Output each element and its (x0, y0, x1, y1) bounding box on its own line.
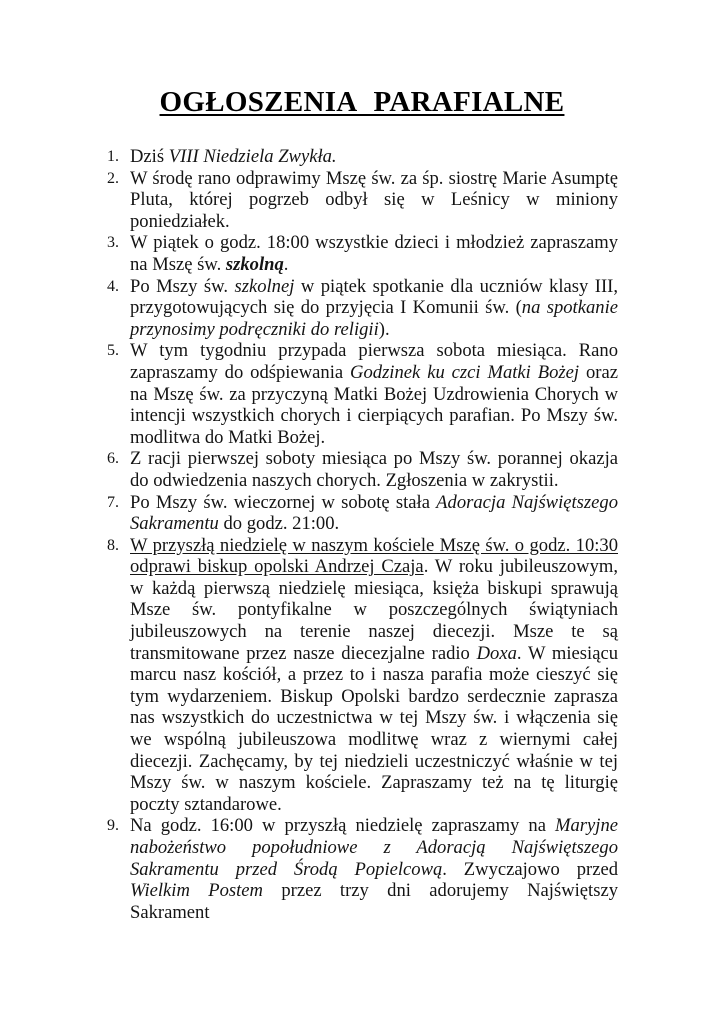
announcement-item (107, 276, 618, 341)
announcement-item (107, 448, 618, 491)
page-title: OGŁOSZENIA PARAFIALNE (159, 86, 565, 118)
text-segment: Po Mszy św. (130, 275, 235, 297)
announcement-item (107, 168, 618, 233)
item-text (130, 146, 337, 167)
announcement-item (107, 232, 618, 275)
item-text (130, 492, 618, 535)
item-number: 5. (107, 342, 119, 360)
text-segment: Na godz. 16:00 w przyszłą niedzielę zapraszamy na (130, 815, 555, 837)
text-segment: szkolną (225, 253, 284, 275)
text-segment: oraz na Mszę św. za przyczyną Matki Bożej Uzdrowienia Chorych w intencji wszystkich chorych i cierpiących parafian. Po Mszy św. modlitwa do Matki Bożej. (130, 361, 618, 448)
text-segment: Doxa (476, 642, 517, 664)
item-number: 3. (107, 234, 119, 252)
item-text (130, 276, 618, 340)
item-text (130, 815, 618, 922)
text-segment: . W miesiącu marcu nasz kościół, a przez to i nasza parafia może cieszyć się tym wydarzeniem. Biskup Opolski bardzo serdecznie zaprasza nas wszystkich do uczestnictwa w tej Mszy św. i włączenia się we wspólną jubileuszowa modlitwę wraz z wiernymi całej diecezji. Zachęcamy, by tej niedzieli uczestniczyć właśnie w tej Mszy św. w naszym kościele. Zapraszamy też na tę liturgię poczty sztandarowe. (130, 642, 618, 815)
text-segment: W tym tygodniu przypada pierwsza sobota miesiąca. Rano zapraszamy do odśpiewania (130, 340, 618, 383)
item-number: 8. (107, 536, 119, 554)
item-number: 4. (107, 277, 119, 295)
text-segment: W środę rano odprawimy Mszę św. za śp. siostrę Marie Asumptę Pluta, której pogrzeb odbył się w Leśnicy w miniony poniedziałek. (130, 167, 618, 232)
text-segment: do godz. 21:00. (218, 513, 340, 535)
text-segment: . Zwyczajowo przed (442, 858, 618, 880)
text-segment: Godzinek ku czci Matki Bożej (350, 361, 580, 383)
item-number: 7. (107, 493, 119, 511)
item-text (130, 168, 618, 232)
text-segment: W piątek o godz. 18:00 wszystkie dzieci i młodzież zapraszamy na Mszę św. (130, 232, 618, 275)
text-segment: na spotkanie przynosimy podręczniki do religii (130, 297, 618, 340)
text-segment: Maryjne nabożeństwo popołudniowe z Adoracją Najświętszego Sakramentu przed Środą Popielcową (130, 815, 618, 880)
item-number: 6. (107, 450, 119, 468)
item-number: 1. (107, 148, 119, 165)
item-text (130, 232, 618, 275)
text-segment: VIII Niedziela Zwykła. (168, 146, 337, 167)
text-segment: . W roku jubileuszowym, w każdą pierwszą niedzielę miesiąca, księża biskupi sprawują Msze św. pontyfikalne w poszczególnych świątyniach jubileuszowych na terenie naszej diecezji. Msze te są transmitowane przez nasze diecezjalne radio (130, 556, 618, 664)
text-segment: Z racji pierwszej soboty miesiąca po Mszy św. porannej okazja do odwiedzenia naszych chorych. Zgłoszenia w zakrystii. (130, 448, 618, 491)
text-segment: Dziś (130, 146, 169, 167)
announcements-list (107, 146, 618, 923)
item-text (130, 340, 618, 447)
announcement-item (107, 535, 618, 816)
text-segment: W przyszłą niedzielę w naszym kościele Mszę św. o godz. 10:30 odprawi biskup opolski Andrzej Czaja (130, 534, 618, 578)
announcement-item (107, 492, 618, 535)
text-segment: Po Mszy św. wieczornej w sobotę stała (130, 491, 437, 513)
announcement-item (107, 340, 618, 448)
text-segment: Wielkim Postem (130, 880, 263, 902)
text-segment: Adoracja Najświętszego Sakramentu (130, 491, 618, 535)
text-segment: ). (378, 318, 390, 340)
item-number: 9. (107, 817, 119, 835)
announcement-item (107, 146, 618, 168)
text-segment: przez trzy dni adorujemy Najświętszy Sakrament (130, 880, 618, 923)
text-segment: . (283, 253, 289, 275)
item-text (130, 448, 618, 491)
text-segment: w piątek spotkanie dla uczniów klasy III, przygotowujących się do przyjęcia I Komunii św. ( (130, 275, 618, 319)
text-segment: szkolnej (234, 275, 295, 297)
announcement-item (107, 815, 618, 923)
item-text (130, 535, 618, 815)
item-number: 2. (107, 169, 119, 187)
